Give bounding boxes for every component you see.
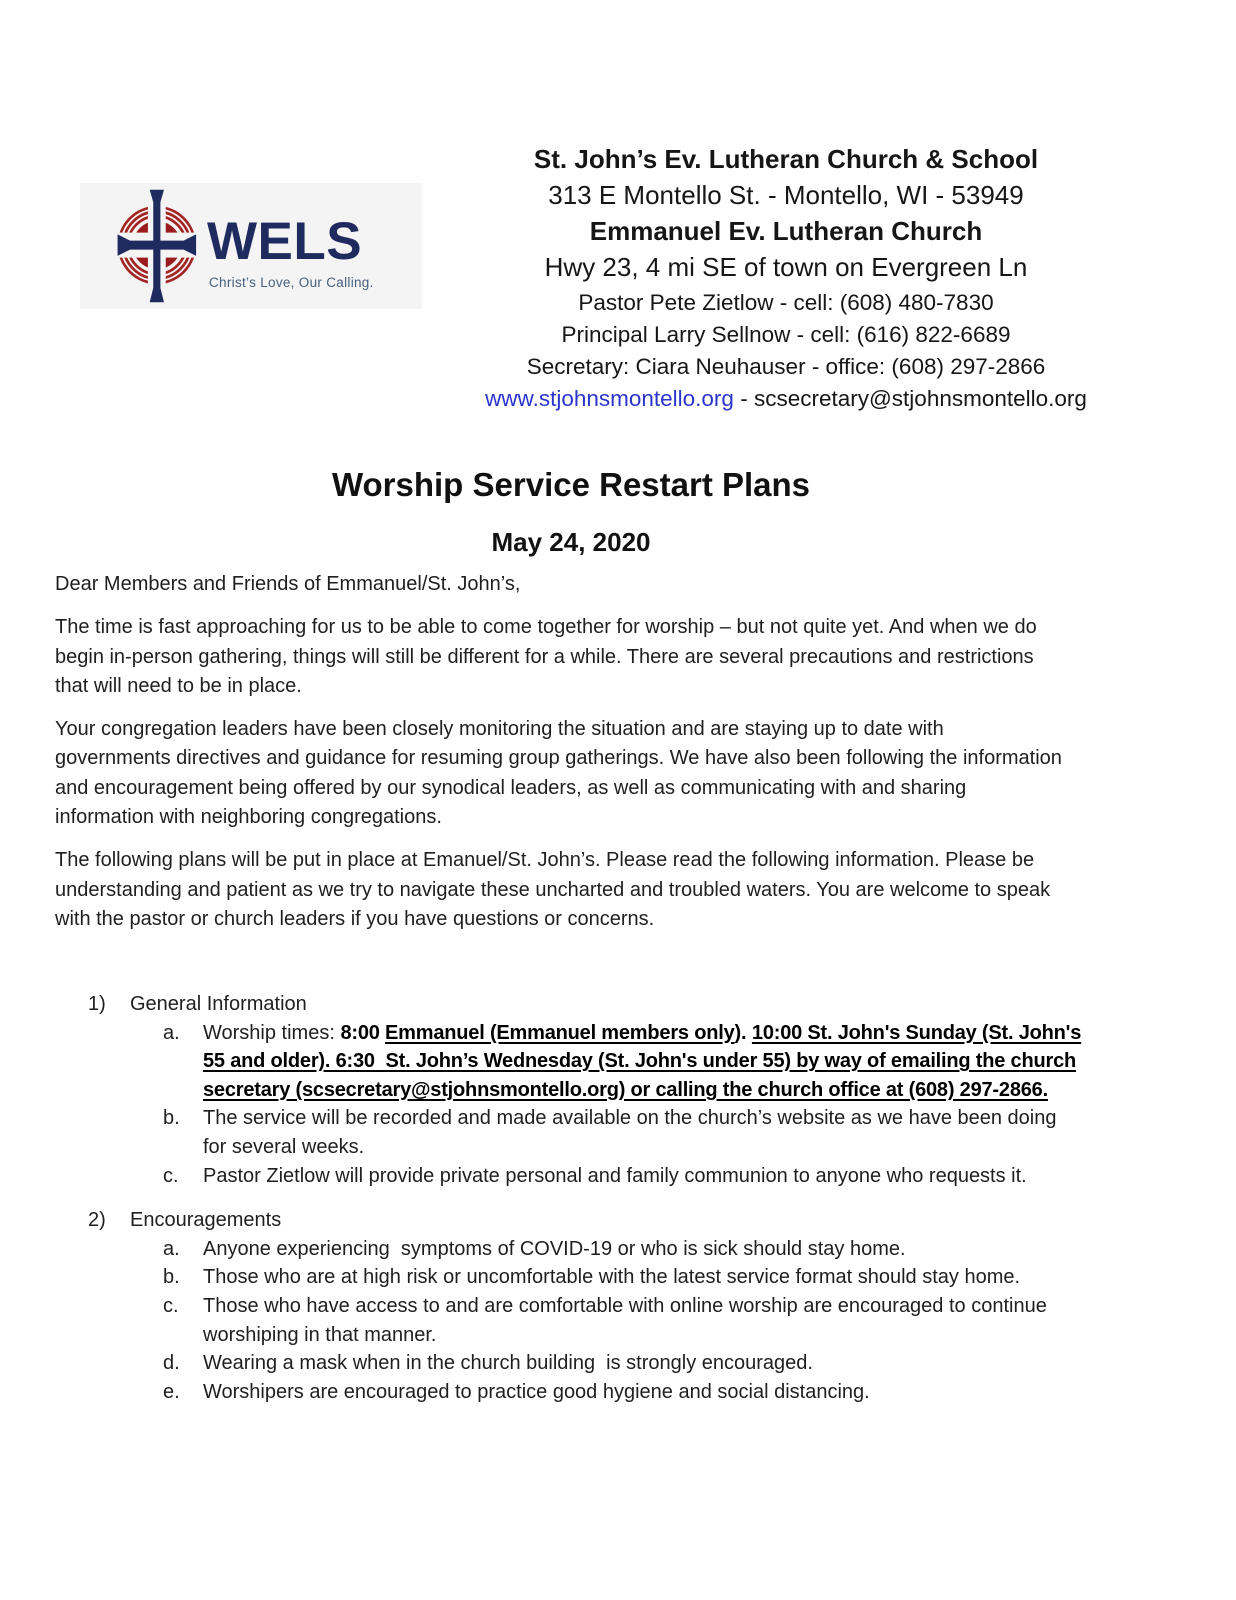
paragraph-3 bbox=[55, 846, 1195, 934]
text-line: begin in-person gathering, things will still be different for a while. There are several precautions and restrictions bbox=[55, 645, 1034, 668]
text-line bbox=[203, 1378, 1215, 1407]
text-line bbox=[203, 1104, 1215, 1133]
section-heading-label: General Information bbox=[130, 993, 307, 1015]
document-date: May 24, 2020 bbox=[491, 527, 651, 557]
contact-pastor: Pastor Pete Zietlow - cell: (608) 480-7830 bbox=[578, 290, 994, 315]
plain-text: The service will be recorded and made available on the church’s website as we have been doing bbox=[203, 1107, 1057, 1130]
text-line: The following plans will be put in place at Emanuel/St. John’s. Please read the following information. Please be bbox=[55, 849, 1035, 872]
list-item bbox=[55, 1235, 1215, 1264]
underlined-text: Emmanuel (Emmanuel members only bbox=[385, 1021, 735, 1044]
text-line bbox=[203, 1076, 1215, 1105]
text-line bbox=[203, 1133, 1215, 1162]
text-line: Dear Members and Friends of Emmanuel/St. John’s, bbox=[55, 573, 521, 595]
plain-text: Those who have access to and are comfortable with online worship are encouraged to continue bbox=[203, 1294, 1047, 1317]
list-item-letter: b. bbox=[163, 1266, 180, 1289]
plain-text: Worship times: bbox=[203, 1021, 341, 1044]
text-line bbox=[203, 1235, 1215, 1264]
text-line bbox=[203, 1292, 1215, 1321]
wels-tagline: Christ’s Love, Our Calling. bbox=[209, 275, 374, 290]
paragraph-2 bbox=[55, 715, 1195, 832]
section-heading-label: Encouragements bbox=[130, 1209, 282, 1232]
link-separator: - bbox=[733, 386, 754, 411]
section-number: 2) bbox=[88, 1209, 106, 1232]
list-item bbox=[55, 1019, 1215, 1105]
list-item-letter: a. bbox=[163, 1237, 180, 1260]
text-line: The time is fast approaching for us to be able to come together for worship – but not quite yet. And when we do bbox=[55, 616, 1037, 639]
wels-logo bbox=[80, 183, 422, 309]
list-item-letter: a. bbox=[163, 1021, 180, 1044]
plain-text: Pastor Zietlow will provide private personal and family communion to anyone who requests it. bbox=[203, 1164, 1027, 1187]
letterhead bbox=[436, 141, 1136, 415]
list-item-letter: c. bbox=[163, 1164, 179, 1187]
plain-text: Anyone experiencing symptoms of COVID-19 or who is sick should stay home. bbox=[203, 1237, 906, 1260]
plans-list bbox=[55, 990, 1215, 1406]
org-address-secondary: Hwy 23, 4 mi SE of town on Evergreen Ln bbox=[544, 252, 1028, 282]
text-line bbox=[203, 1349, 1215, 1378]
plain-text: Wearing a mask when in the church building is strongly encouraged. bbox=[203, 1352, 813, 1375]
plain-text: worshiping in that manner. bbox=[203, 1323, 437, 1346]
text-line: Your congregation leaders have been closely monitoring the situation and are staying up to date with bbox=[55, 718, 944, 741]
text-line: with the pastor or church leaders if you have questions or concerns. bbox=[55, 907, 655, 930]
plain-text: Worshipers are encouraged to practice good hygiene and social distancing. bbox=[203, 1380, 870, 1403]
list-item bbox=[55, 1378, 1215, 1407]
text-line: governments directives and guidance for resuming group gatherings. We have also been following the information bbox=[55, 747, 1062, 770]
underlined-text: 10:00 St. John's Sunday (St. John's bbox=[751, 1021, 1082, 1044]
text-line bbox=[203, 1263, 1215, 1292]
text-line: that will need to be in place. bbox=[55, 674, 302, 697]
bold-text: 8:00 bbox=[340, 1021, 386, 1044]
wels-cross-icon bbox=[114, 188, 200, 304]
bold-text: ). bbox=[734, 1021, 747, 1044]
text-line: understanding and patient as we try to navigate these uncharted and troubled waters. You are welcome to speak bbox=[55, 878, 1051, 901]
paragraph-1 bbox=[55, 613, 1195, 701]
text-line bbox=[203, 1321, 1215, 1350]
list-item bbox=[55, 1162, 1215, 1191]
underlined-text: 55 and older). 6:30 St. John’s Wednesday (St. John's under 55) by way of emailing the church bbox=[203, 1050, 1077, 1073]
email-text: scsecretary@stjohnsmontello.org bbox=[753, 386, 1087, 411]
org-name-secondary: Emmanuel Ev. Lutheran Church bbox=[589, 216, 983, 246]
letterhead-links bbox=[436, 383, 1136, 415]
text-line: information with neighboring congregations. bbox=[55, 806, 442, 829]
text-line bbox=[203, 1047, 1215, 1076]
contact-secretary: Secretary: Ciara Neuhauser - office: (608) 297-2866 bbox=[526, 354, 1046, 379]
contact-principal: Principal Larry Sellnow - cell: (616) 822-6689 bbox=[561, 322, 1011, 347]
list-item-letter: b. bbox=[163, 1107, 180, 1130]
plain-text: for several weeks. bbox=[203, 1135, 365, 1158]
section-heading bbox=[55, 990, 1215, 1019]
letter-body bbox=[55, 570, 1195, 948]
plain-text: Those who are at high risk or uncomfortable with the latest service format should stay home. bbox=[203, 1266, 1021, 1289]
list-item-letter: e. bbox=[163, 1380, 180, 1403]
document-title: Worship Service Restart Plans bbox=[331, 466, 811, 503]
text-line bbox=[203, 1019, 1215, 1048]
section-number: 1) bbox=[88, 993, 106, 1015]
org-name-primary: St. John’s Ev. Lutheran Church & School bbox=[533, 144, 1039, 174]
list-item-letter: d. bbox=[163, 1352, 180, 1375]
text-line: and encouragement being offered by our synodical leaders, as well as communicating with and sharing bbox=[55, 776, 967, 799]
list-item-letter: c. bbox=[163, 1294, 179, 1317]
list-item bbox=[55, 1104, 1215, 1161]
list-item bbox=[55, 1263, 1215, 1292]
list-item bbox=[55, 1292, 1215, 1349]
website-link[interactable]: www.stjohnsmontello.org bbox=[485, 386, 734, 411]
text-line bbox=[203, 1162, 1215, 1191]
section-heading bbox=[55, 1206, 1215, 1235]
underlined-text: secretary (scsecretary@stjohnsmontello.org) or calling the church office at (608) 297-2866. bbox=[203, 1078, 1048, 1101]
org-address-primary: 313 E Montello St. - Montello, WI - 53949 bbox=[548, 180, 1024, 210]
list-item bbox=[55, 1349, 1215, 1378]
wels-wordmark: WELS bbox=[207, 212, 363, 271]
salutation bbox=[55, 570, 1195, 599]
